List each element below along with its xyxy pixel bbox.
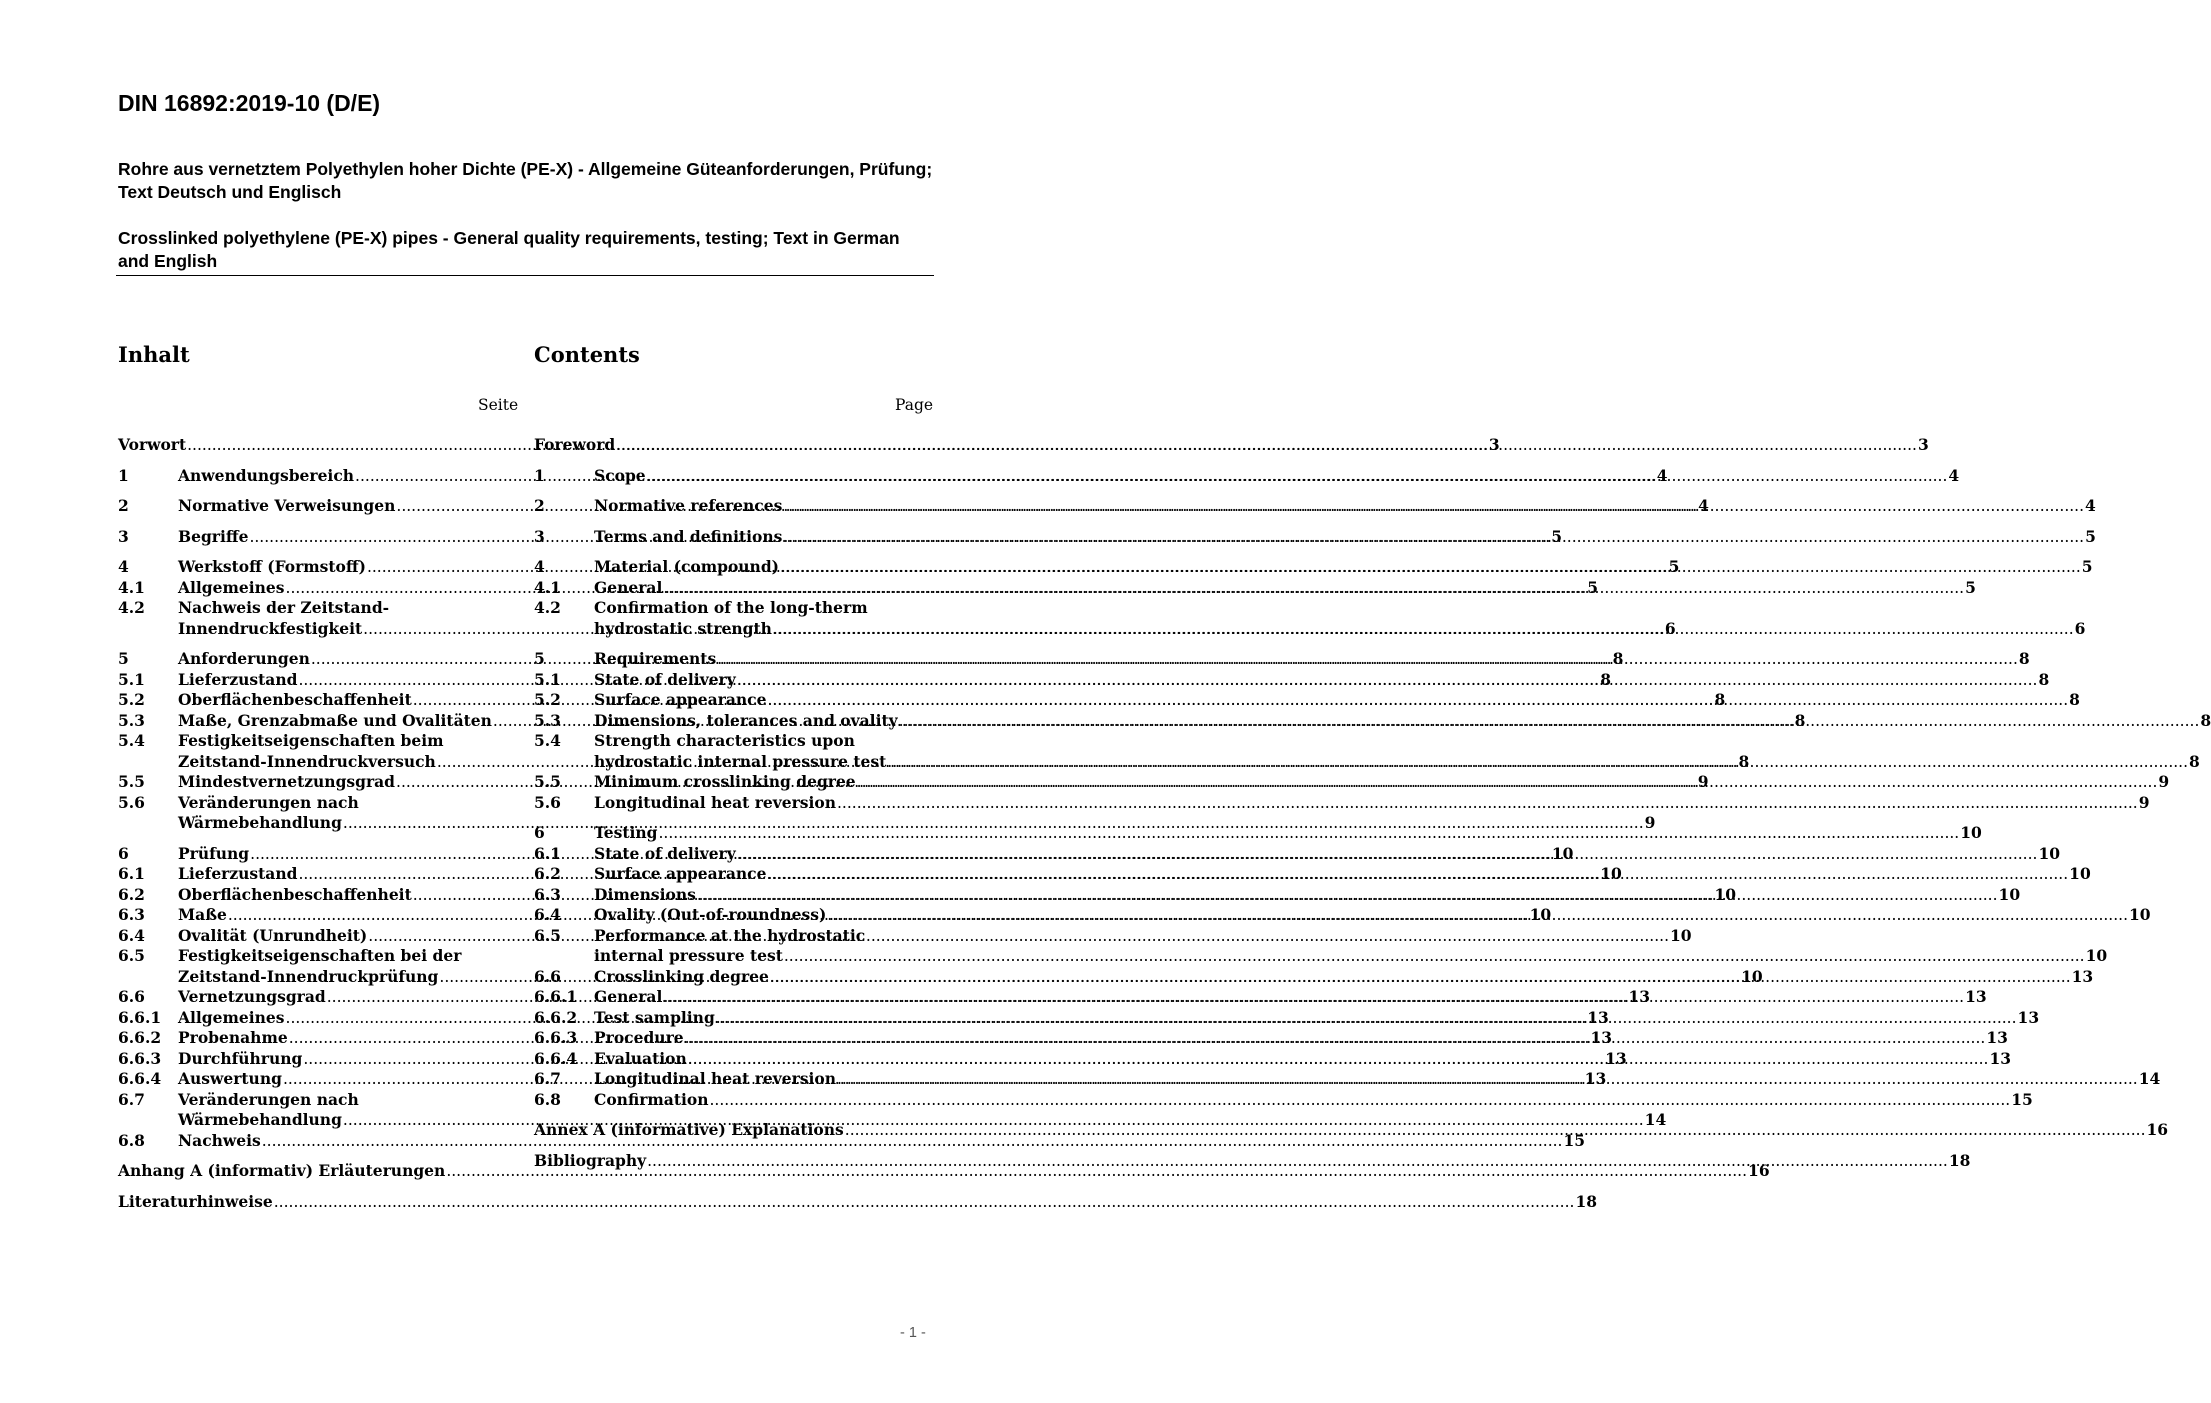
toc-entry-title: State of delivery — [594, 669, 736, 689]
toc-dot-leader — [767, 690, 2068, 711]
toc-entry-number: 5.4 — [118, 731, 145, 750]
toc-entry-title: Material (compound) — [594, 557, 780, 576]
toc-entry[interactable] — [534, 669, 2050, 691]
toc-entry-page: 4 — [2085, 496, 2096, 515]
toc-entry-page: 13 — [1584, 1069, 1607, 1088]
toc-entry[interactable] — [534, 649, 2030, 670]
toc-entry-number: 6.1 — [118, 864, 145, 883]
toc-entry[interactable] — [118, 1191, 1598, 1213]
toc-dot-leader — [899, 711, 2200, 732]
toc-entry-page: 10 — [1960, 823, 1982, 842]
toc-entry-number: 3 — [534, 526, 545, 546]
toc-entry-title: Bibliography — [534, 1150, 647, 1170]
toc-entry-number: 5.2 — [534, 690, 561, 709]
toc-entry-page: 8 — [1738, 751, 1750, 771]
toc-entry[interactable] — [534, 710, 2211, 732]
toc-entry-title: Veränderungen nach — [178, 1089, 359, 1109]
toc-entry-number: 6.6.1 — [534, 987, 578, 1006]
toc-heading-english: Contents — [534, 342, 640, 367]
toc-entry-page: 9 — [1697, 772, 1709, 791]
toc-entry-page: 13 — [1989, 1048, 2012, 1068]
toc-entry-number: 6.5 — [534, 925, 561, 945]
toc-entry[interactable] — [534, 618, 2086, 640]
toc-entry-page: 10 — [1741, 966, 1763, 986]
toc-entry-title: Wärmebehandlung — [178, 813, 342, 832]
toc-entry-page: 13 — [2071, 966, 2094, 986]
toc-entry-page: 15 — [2011, 1089, 2033, 1109]
toc-entry-title: Testing — [594, 823, 658, 842]
toc-entry-number: 6 — [534, 823, 545, 842]
toc-entry-title: Annex A (informative) Explanations — [534, 1120, 844, 1139]
toc-dot-leader — [717, 649, 2018, 670]
toc-entry-page: 9 — [1644, 813, 1656, 832]
toc-entry-page: 13 — [1605, 1048, 1627, 1068]
toc-entry[interactable] — [118, 1161, 1770, 1182]
toc-entry-title: Maße — [178, 905, 227, 924]
toc-dot-leader — [845, 1120, 2146, 1141]
toc-entry-title: Maße, Grenzabmaße und Ovalitäten — [178, 710, 492, 730]
toc-dot-leader — [616, 435, 1917, 456]
toc-dot-leader — [887, 752, 2188, 773]
toc-entry-number: 4.1 — [534, 577, 561, 597]
toc-entry-title: Oberflächenbeschaffenheit — [178, 690, 412, 709]
toc-entry-title: Anforderungen — [178, 649, 310, 668]
toc-entry-title: Festigkeitseigenschaften bei der — [178, 946, 462, 965]
toc-dot-leader — [827, 905, 2128, 926]
toc-entry-page: 6 — [1664, 618, 1676, 638]
toc-entry-number: 5.6 — [118, 792, 145, 812]
toc-entry-number: 4.2 — [534, 598, 561, 617]
toc-entry-page: 14 — [1644, 1110, 1667, 1129]
toc-entry-number: 6.6 — [534, 966, 561, 986]
toc-entry-page: 10 — [1600, 864, 1622, 883]
toc-dot-leader — [783, 527, 2084, 548]
toc-entry-title: Requirements — [594, 649, 717, 668]
toc-dot-leader — [663, 578, 1964, 599]
toc-list-english — [534, 435, 2211, 1171]
toc-dot-leader — [737, 670, 2038, 691]
toc-entry[interactable] — [534, 465, 1960, 487]
toc-entry-page: 13 — [1587, 1007, 1609, 1027]
toc-entry-number: 6.8 — [118, 1130, 145, 1150]
toc-entry-title: Prüfung — [178, 843, 250, 863]
toc-entry-number: 5.1 — [118, 669, 145, 689]
toc-entry-title: Procedure — [594, 1028, 684, 1047]
toc-entry-page: 15 — [1563, 1130, 1586, 1150]
toc-entry-page: 10 — [2038, 843, 2061, 863]
toc-dot-leader — [659, 823, 1960, 844]
toc-dot-leader — [647, 466, 1948, 487]
toc-entry-number: 6.6.4 — [118, 1069, 162, 1088]
toc-entry-title: Veränderungen nach — [178, 792, 359, 812]
toc-entry[interactable] — [534, 577, 1976, 599]
toc-entry-page: 5 — [1551, 526, 1562, 546]
toc-entry-number: 4 — [118, 557, 129, 576]
toc-entry-number: 1 — [118, 465, 129, 485]
toc-dot-leader — [837, 1069, 2138, 1090]
toc-entry[interactable] — [534, 905, 2151, 926]
toc-entry[interactable] — [534, 598, 1349, 619]
toc-entry-number: 2 — [118, 496, 129, 515]
toc-entry-page: 16 — [2146, 1120, 2169, 1139]
toc-entry-title: Minimum crosslinking degree — [594, 772, 856, 791]
toc-entry-page: 8 — [1612, 649, 1624, 668]
toc-entry-number: 5.1 — [534, 669, 561, 689]
toc-entry-title: Mindestvernetzungsgrad — [178, 772, 396, 791]
toc-dot-leader — [783, 496, 2084, 517]
toc-entry-page: 5 — [2081, 557, 2093, 576]
toc-entry-title: Durchführung — [178, 1048, 303, 1068]
toc-dot-leader — [685, 1028, 1986, 1049]
page-column-label-english: Page — [895, 396, 934, 414]
toc-entry-title: Confirmation of the long-therm — [594, 598, 868, 617]
toc-entry-page: 13 — [1965, 987, 1987, 1006]
toc-entry-page: 3 — [1488, 435, 1500, 454]
toc-entry-title: Zeitstand-Innendruckversuch — [178, 751, 436, 771]
toc-dot-leader — [647, 1151, 1948, 1172]
toc-entry-page: 6 — [2074, 618, 2086, 638]
toc-entry-title: Test sampling — [594, 1007, 715, 1027]
toc-entry-number: 6.2 — [534, 864, 561, 883]
toc-entry-title: Begriffe — [178, 526, 249, 546]
toc-entry-title: State of delivery — [594, 843, 736, 863]
toc-entry[interactable] — [534, 751, 2200, 773]
toc-entry-title: Oberflächenbeschaffenheit — [178, 884, 412, 904]
toc-dot-leader — [780, 557, 2081, 578]
document-id: DIN 16892:2019-10 (D/E) — [118, 90, 381, 116]
toc-entry-number: 6.6.3 — [534, 1028, 578, 1047]
toc-entry[interactable] — [534, 926, 1349, 947]
toc-entry-title: Dimensions, tolerances and ovality — [594, 710, 898, 730]
toc-entry-number: 6.3 — [534, 884, 561, 904]
toc-entry-title: Lieferzustand — [178, 864, 298, 883]
toc-entry-title: Werkstoff (Formstoff) — [178, 557, 366, 576]
toc-entry[interactable] — [534, 731, 1349, 752]
toc-entry-number: 4 — [534, 557, 545, 576]
toc-entry-page: 14 — [2138, 1069, 2161, 1088]
toc-entry-number: 5 — [534, 649, 545, 668]
toc-entry[interactable] — [534, 987, 1987, 1008]
toc-entry-title: Anhang A (informativ) Erläuterungen — [118, 1161, 446, 1180]
toc-entry-page: 9 — [2138, 792, 2150, 812]
toc-entry[interactable] — [534, 435, 1929, 456]
toc-entry-number: 5 — [118, 649, 129, 668]
toc-dot-leader — [784, 946, 2085, 967]
toc-entry-page: 18 — [1948, 1150, 1971, 1170]
toc-entry-title: Ovalität (Unrundheit) — [178, 925, 368, 945]
toc-entry[interactable] — [534, 526, 2096, 548]
toc-entry-page: 8 — [2038, 669, 2050, 689]
toc-entry-page: 10 — [2129, 905, 2151, 924]
toc-dot-leader — [737, 844, 2038, 865]
toc-entry-number: 6.6.2 — [534, 1007, 578, 1027]
toc-entry-page: 13 — [2017, 1007, 2040, 1027]
toc-entry-title: Longitudinal heat reversion — [594, 792, 836, 812]
toc-dot-leader — [688, 1049, 1989, 1070]
toc-entry-title: Normative references — [594, 496, 783, 515]
toc-entry-title: General — [594, 987, 663, 1006]
toc-entry-number: 6.6 — [118, 987, 145, 1006]
toc-entry-title: Auswertung — [178, 1069, 282, 1088]
toc-entry-title: Allgemeines — [178, 577, 285, 597]
toc-entry-number: 5.5 — [118, 772, 145, 791]
header-divider — [116, 275, 934, 276]
toc-entry-page: 8 — [2200, 710, 2211, 730]
title-english: Crosslinked polyethylene (PE-X) pipes - General quality requirements, testing; Text in German and English — [118, 228, 900, 271]
toc-dot-leader — [709, 1090, 2010, 1111]
toc-entry-title: Anwendungsbereich — [178, 465, 355, 485]
toc-entry-title: Nachweis — [178, 1130, 261, 1150]
toc-entry-page: 8 — [2069, 690, 2080, 709]
toc-entry-title: Evaluation — [594, 1048, 687, 1068]
toc-entry-title: Ovality (Out-of-roundness) — [594, 905, 827, 924]
toc-entry-title: Terms and definitions — [594, 526, 783, 546]
toc-entry-number: 1 — [534, 465, 545, 485]
toc-entry-title: Lieferzustand — [178, 669, 298, 689]
toc-entry-page: 9 — [2158, 772, 2170, 791]
toc-heading-german: Inhalt — [118, 342, 190, 367]
toc-dot-leader — [837, 793, 2138, 814]
toc-entry[interactable] — [534, 557, 2093, 578]
page-column-label-german: Seite — [478, 396, 519, 414]
toc-entry-title: Surface appearance — [594, 690, 767, 709]
toc-entry[interactable] — [534, 772, 2170, 793]
toc-entry[interactable] — [534, 884, 2021, 906]
toc-entry-page: 10 — [2069, 864, 2091, 883]
toc-entry-page: 5 — [1668, 557, 1680, 576]
toc-entry-number: 5.3 — [118, 710, 145, 730]
toc-entry-title: hydrostatic internal pressure test — [594, 751, 887, 771]
toc-dot-leader — [767, 864, 2068, 885]
toc-entry-number: 3 — [118, 526, 129, 546]
toc-entry-title: Allgemeines — [178, 1007, 285, 1027]
toc-entry-number: 4.1 — [118, 577, 145, 597]
toc-entry-number: 6.8 — [534, 1089, 561, 1109]
toc-entry[interactable] — [534, 946, 2108, 967]
toc-entry-title: Surface appearance — [594, 864, 767, 883]
toc-entry-title: Confirmation — [594, 1089, 709, 1109]
toc-entry-title: Vernetzungsgrad — [178, 987, 326, 1006]
toc-entry-title: Crosslinking degree — [594, 966, 769, 986]
toc-entry-number: 5.2 — [118, 690, 145, 709]
toc-entry-page: 13 — [1986, 1028, 2008, 1047]
toc-entry-title: Dimensions — [594, 884, 696, 904]
toc-entry-number: 5.6 — [534, 792, 561, 812]
toc-entry-number: 6.7 — [118, 1089, 145, 1109]
toc-entry-page: 13 — [1628, 987, 1651, 1006]
toc-entry-title: Performance at the hydrostatic — [594, 925, 866, 945]
toc-entry-page: 3 — [1917, 435, 1929, 454]
toc-entry-number: 6 — [118, 843, 129, 863]
toc-entry-number: 6.4 — [534, 905, 561, 924]
toc-entry-number: 2 — [534, 496, 545, 515]
toc-entry-page: 8 — [1794, 710, 1806, 730]
toc-entry-page: 16 — [1748, 1161, 1770, 1180]
toc-entry-page: 13 — [1590, 1028, 1613, 1047]
toc-entry-page: 10 — [1670, 925, 1692, 945]
toc-entry-page: 8 — [1714, 690, 1726, 709]
toc-entry-title: Scope — [594, 465, 646, 485]
toc-entry-number: 6.5 — [118, 946, 145, 965]
toc-dot-leader — [274, 1192, 1575, 1213]
toc-entry-number: 5.3 — [534, 710, 561, 730]
toc-entry-title: Festigkeitseigenschaften beim — [178, 731, 444, 750]
toc-entry-page: 10 — [1551, 843, 1574, 863]
toc-entry-number: 6.6.3 — [118, 1048, 162, 1068]
toc-entry-page: 4 — [1656, 465, 1668, 485]
toc-entry-title: Vorwort — [118, 435, 187, 454]
toc-entry-page: 5 — [1587, 577, 1599, 597]
toc-entry-number: 6.6.4 — [534, 1048, 578, 1068]
toc-entry[interactable] — [534, 864, 2091, 885]
toc-entry-title: Innendruckfestigkeit — [178, 618, 363, 638]
toc-entry[interactable] — [534, 496, 2096, 517]
toc-dot-leader — [857, 772, 2158, 793]
toc-entry[interactable] — [534, 1089, 2033, 1111]
toc-entry-number: 5.4 — [534, 731, 561, 750]
toc-entry-title: Nachweis der Zeitstand- — [178, 598, 390, 617]
toc-entry-title: internal pressure test — [594, 946, 783, 965]
toc-entry-title: Literaturhinweise — [118, 1191, 273, 1211]
page-number: - 1 - — [900, 1325, 926, 1341]
toc-entry-page: 4 — [1948, 465, 1960, 485]
toc-dot-leader — [770, 967, 2071, 988]
toc-entry-page: 10 — [1714, 884, 1737, 904]
title-german: Rohre aus vernetztem Polyethylen hoher Dichte (PE-X) - Allgemeine Güteanforderungen, Prüfung; Text Deutsch und Englisch — [118, 159, 933, 202]
toc-entry-title: Normative Verweisungen — [178, 496, 396, 515]
toc-dot-leader — [716, 1008, 2017, 1029]
toc-entry[interactable] — [534, 792, 2150, 814]
toc-entry-number: 6.2 — [118, 884, 145, 904]
toc-entry-page: 10 — [1998, 884, 2021, 904]
toc-entry-number: 6.1 — [534, 843, 561, 863]
toc-dot-leader — [773, 619, 2074, 640]
toc-entry-number: 6.3 — [118, 905, 145, 924]
toc-entry-title: Strength characteristics upon — [594, 731, 855, 750]
toc-entry-number: 6.4 — [118, 925, 145, 945]
toc-entry-number: 4.2 — [118, 598, 145, 617]
toc-entry[interactable] — [534, 1048, 2012, 1070]
toc-entry-title: hydrostatic strength — [594, 618, 772, 638]
toc-entry-number: 6.7 — [534, 1069, 561, 1088]
toc-entry[interactable] — [534, 823, 1982, 844]
toc-entry-page: 18 — [1575, 1191, 1598, 1211]
toc-entry-title: Foreword — [534, 435, 616, 454]
toc-entry-page: 10 — [2085, 946, 2108, 965]
toc-dot-leader — [697, 885, 1998, 906]
toc-entry-title: Zeitstand-Innendruckprüfung — [178, 966, 439, 986]
toc-entry[interactable] — [534, 843, 2061, 865]
toc-entry-title: Longitudinal heat reversion — [594, 1069, 836, 1088]
toc-entry-number: 5.5 — [534, 772, 561, 791]
toc-entry-page: 8 — [2189, 751, 2200, 771]
toc-entry-title: Wärmebehandlung — [178, 1110, 342, 1129]
toc-entry-page: 8 — [2018, 649, 2030, 668]
toc-entry-page: 8 — [1600, 669, 1611, 689]
toc-entry-page: 4 — [1698, 496, 1709, 515]
toc-entry[interactable] — [534, 1007, 2040, 1029]
toc-entry[interactable] — [534, 690, 2080, 711]
toc-entry-number: 6.6.1 — [118, 1007, 162, 1027]
toc-entry-title: Probenahme — [178, 1028, 288, 1047]
toc-entry[interactable] — [534, 1028, 2008, 1049]
toc-entry-page: 5 — [1965, 577, 1976, 597]
toc-entry-page: 5 — [2085, 526, 2096, 546]
toc-entry-page: 10 — [1529, 905, 1552, 924]
toc-entry-title: General — [594, 577, 663, 597]
toc-dot-leader — [663, 987, 1964, 1008]
toc-entry-number: 6.6.2 — [118, 1028, 162, 1047]
